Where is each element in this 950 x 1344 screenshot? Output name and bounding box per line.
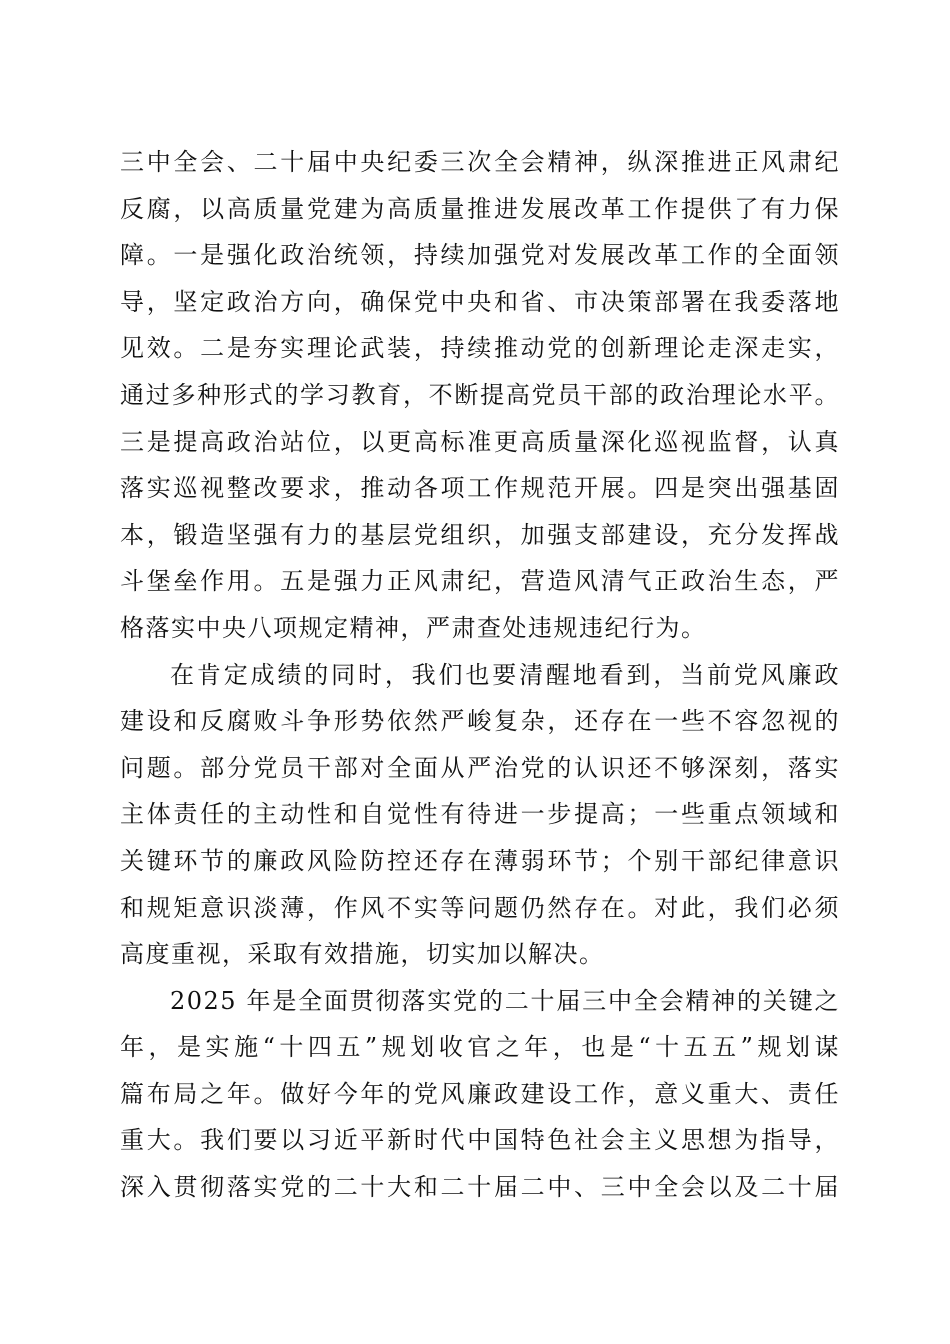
paragraph-1-line-10: 斗堡垒作用。五是强力正风肃纪，营造风清气正政治生态，严: [120, 567, 840, 596]
paragraph-1-line-5: 见效。二是夯实理论武装，持续推动党的创新理论走深走实，: [120, 334, 840, 363]
document-body: [120, 139, 840, 1211]
paragraph-2-line-1: 在肯定成绩的同时，我们也要清醒地看到，当前党风廉政: [170, 660, 840, 689]
paragraph-1-line-2: 反腐，以高质量党建为高质量推进发展改革工作提供了有力保: [120, 194, 840, 223]
paragraph-1-line-7: 三是提高政治站位，以更高标准更高质量深化巡视监督，认真: [120, 427, 840, 456]
paragraph-1-line-4: 导，坚定政治方向，确保党中央和省、市决策部署在我委落地: [120, 287, 840, 316]
paragraph-2-line-4: 主体责任的主动性和自觉性有待进一步提高；一些重点领域和: [120, 800, 840, 829]
paragraph-2-line-5: 关键环节的廉政风险防控还存在薄弱环节；个别干部纪律意识: [120, 846, 840, 875]
paragraph-2-line-3: 问题。部分党员干部对全面从严治党的认识还不够深刻，落实: [120, 753, 840, 782]
paragraph-1-line-3: 障。一是强化政治统领，持续加强党对发展改革工作的全面领: [120, 241, 840, 270]
paragraph-1-line-9: 本，锻造坚强有力的基层党组织，加强支部建设，充分发挥战: [120, 520, 840, 549]
paragraph-2-line-2: 建设和反腐败斗争形势依然严峻复杂，还存在一些不容忽视的: [120, 707, 840, 736]
paragraph-3-line-1: 2025 年是全面贯彻落实党的二十届三中全会精神的关键之: [170, 986, 840, 1015]
paragraph-3-line-2: 年，是实施“十四五”规划收官之年，也是“十五五”规划谋: [120, 1033, 840, 1062]
paragraph-2-line-6: 和规矩意识淡薄，作风不实等问题仍然存在。对此，我们必须: [120, 893, 840, 922]
paragraph-1-line-1: 三中全会、二十届中央纪委三次全会精神，纵深推进正风肃纪: [120, 148, 840, 176]
paragraph-2-line-7: 高度重视，采取有效措施，切实加以解决。: [120, 940, 605, 969]
paragraph-1-line-8: 落实巡视整改要求，推动各项工作规范开展。四是突出强基固: [120, 474, 840, 503]
paragraph-3-line-4: 重大。我们要以习近平新时代中国特色社会主义思想为指导，: [120, 1126, 840, 1155]
paragraph-1-line-6: 通过多种形式的学习教育，不断提高党员干部的政治理论水平。: [120, 380, 840, 409]
paragraph-3-line-5: 深入贯彻落实党的二十大和二十届二中、三中全会以及二十届: [120, 1173, 840, 1202]
paragraph-1-line-11: 格落实中央八项规定精神，严肃查处违规违纪行为。: [120, 613, 707, 642]
paragraph-3-line-3: 篇布局之年。做好今年的党风廉政建设工作，意义重大、责任: [120, 1079, 840, 1108]
